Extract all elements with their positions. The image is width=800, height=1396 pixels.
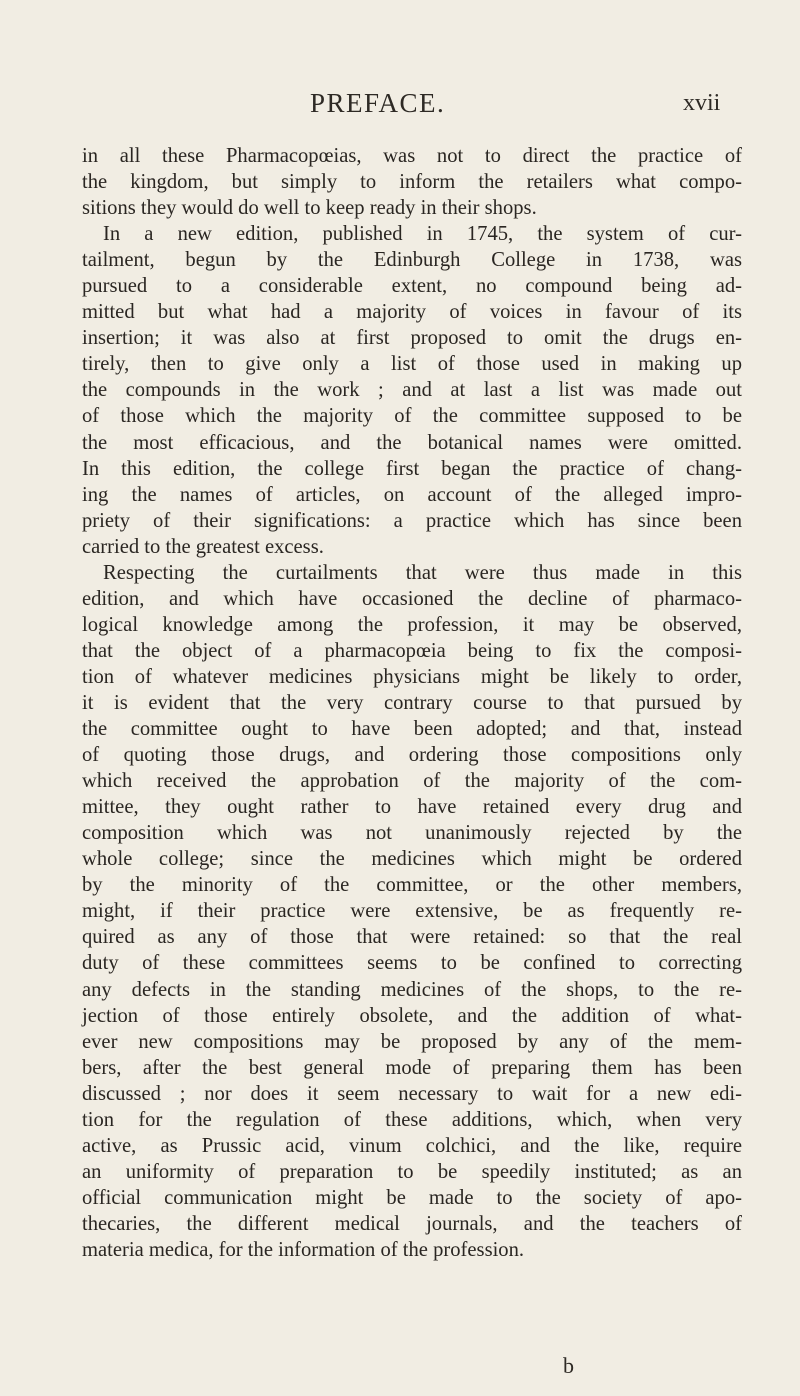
body-text (82, 143, 742, 1263)
signature-mark: b (563, 1353, 574, 1378)
text-line: In this edition, the college first began the practice of chang- (82, 457, 742, 480)
running-title: PREFACE. (310, 88, 446, 118)
text-line: logical knowledge among the profession, it may be observed, (82, 613, 742, 636)
text-line: that the object of a pharmacopœia being to fix the composi- (82, 639, 742, 662)
text-line: the most efficacious, and the botanical names were omitted. (82, 431, 742, 454)
running-header (0, 88, 800, 124)
text-line: tirely, then to give only a list of those used in making up (82, 353, 742, 376)
text-line: tion for the regulation of these additions, which, when very (82, 1108, 742, 1131)
text-line: insertion; it was also at first proposed to omit the drugs en- (82, 327, 742, 350)
text-line: tailment, begun by the Edinburgh College in 1738, was (82, 249, 742, 272)
paragraph-start-line: In a new edition, published in 1745, the system of cur- (103, 223, 742, 246)
text-line: of those which the majority of the committee supposed to be (82, 405, 742, 428)
text-line: mittee, they ought rather to have retained every drug and (82, 796, 742, 819)
text-line: official communication might be made to the society of apo- (82, 1186, 742, 1209)
text-line: thecaries, the different medical journals, and the teachers of (82, 1212, 742, 1235)
text-line: any defects in the standing medicines of the shops, to the re- (82, 978, 742, 1001)
text-line: jection of those entirely obsolete, and the addition of what- (82, 1004, 742, 1027)
text-line: edition, and which have occasioned the decline of pharmaco- (82, 587, 742, 610)
text-line: priety of their significations: a practice which has since been (82, 509, 742, 532)
text-line: materia medica, for the information of the profession. (82, 1238, 525, 1261)
text-line: tion of whatever medicines physicians might be likely to order, (82, 665, 742, 688)
paragraph-start-line: Respecting the curtailments that were thus made in this (103, 561, 742, 584)
text-line: quired as any of those that were retained: so that the real (82, 926, 742, 949)
text-line: by the minority of the committee, or the other members, (82, 874, 742, 897)
text-line: an uniformity of preparation to be speedily instituted; as an (82, 1160, 742, 1183)
text-line: of quoting those drugs, and ordering those compositions only (82, 744, 742, 767)
text-line: pursued to a considerable extent, no compound being ad- (82, 275, 742, 298)
text-line: sitions they would do well to keep ready in their shops. (82, 197, 537, 220)
text-line: carried to the greatest excess. (82, 535, 324, 558)
text-line: mitted but what had a majority of voices in favour of its (82, 301, 742, 324)
text-line: discussed ; nor does it seem necessary to wait for a new edi- (82, 1082, 742, 1105)
text-line: the compounds in the work ; and at last a list was made out (82, 379, 742, 402)
text-line: bers, after the best general mode of preparing them has been (82, 1056, 742, 1079)
text-line: the kingdom, but simply to inform the retailers what compo- (82, 171, 742, 194)
text-line: in all these Pharmacopœias, was not to direct the practice of (82, 145, 742, 167)
text-line: which received the approbation of the majority of the com- (82, 770, 742, 793)
text-line: ever new compositions may be proposed by any of the mem- (82, 1030, 742, 1053)
page-number: xvii (683, 90, 721, 116)
text-line: active, as Prussic acid, vinum colchici, and the like, require (82, 1134, 742, 1157)
text-line: whole college; since the medicines which might be ordered (82, 848, 742, 871)
text-line: ing the names of articles, on account of the alleged impro- (82, 483, 742, 506)
text-line: the committee ought to have been adopted; and that, instead (82, 718, 742, 741)
text-line: composition which was not unanimously rejected by the (82, 822, 742, 845)
text-line: it is evident that the very contrary course to that pursued by (82, 691, 742, 714)
text-line: might, if their practice were extensive, be as frequently re- (82, 900, 742, 923)
text-line: duty of these committees seems to be confined to correcting (82, 952, 742, 975)
